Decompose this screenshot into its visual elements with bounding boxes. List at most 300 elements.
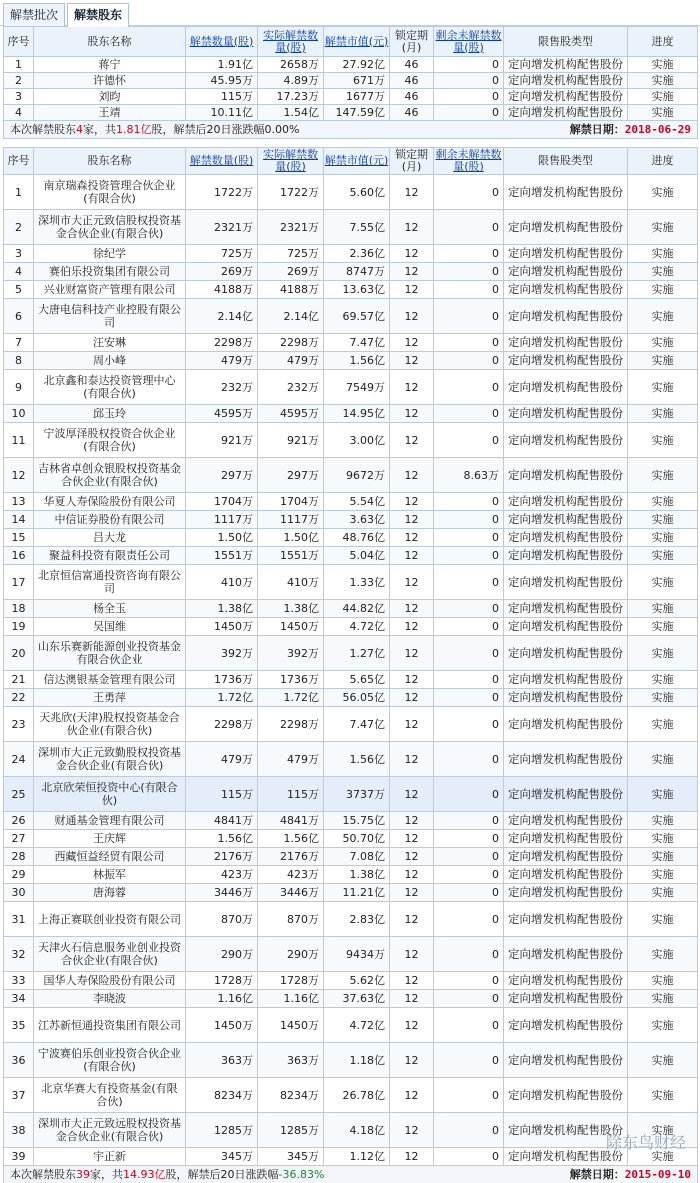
cell-remaining-locked: 0 <box>434 1043 504 1078</box>
cell-remaining-locked: 0 <box>434 990 504 1008</box>
cell-actual-unlock-quantity: 2321万 <box>258 210 324 245</box>
cell-holder-name: 李晓波 <box>34 990 186 1008</box>
cell-actual-unlock-quantity: 2.14亿 <box>258 299 324 334</box>
cell-unlock-market-value: 7.47亿 <box>324 334 390 352</box>
cell-actual-unlock-quantity: 1.54亿 <box>258 105 324 121</box>
unlock-table-2015 <box>3 147 698 1183</box>
cell-progress-status: 实施 <box>628 175 698 210</box>
cell-lock-period: 12 <box>390 263 434 281</box>
cell-row-index: 10 <box>4 405 34 423</box>
header-unlock-market-value[interactable]: 解禁市值(元) <box>324 27 390 57</box>
cell-remaining-locked: 0 <box>434 777 504 812</box>
cell-unlock-quantity: 921万 <box>186 423 258 458</box>
cell-row-index: 1 <box>4 175 34 210</box>
table-row <box>4 866 698 884</box>
cell-remaining-locked: 0 <box>434 245 504 263</box>
table-row <box>4 299 698 334</box>
cell-row-index: 21 <box>4 671 34 689</box>
cell-lock-period: 12 <box>390 1148 434 1166</box>
cell-actual-unlock-quantity: 290万 <box>258 937 324 972</box>
cell-progress-status: 实施 <box>628 1078 698 1113</box>
table-row <box>4 281 698 299</box>
cell-restricted-share-type: 定向增发机构配售股份 <box>504 89 628 105</box>
cell-progress-status: 实施 <box>628 89 698 105</box>
cell-restricted-share-type: 定向增发机构配售股份 <box>504 636 628 671</box>
cell-lock-period: 12 <box>390 830 434 848</box>
cell-unlock-market-value: 2.83亿 <box>324 902 390 937</box>
cell-lock-period: 12 <box>390 547 434 565</box>
cell-actual-unlock-quantity: 1551万 <box>258 547 324 565</box>
cell-row-index: 16 <box>4 547 34 565</box>
cell-actual-unlock-quantity: 392万 <box>258 636 324 671</box>
cell-lock-period: 12 <box>390 848 434 866</box>
cell-unlock-quantity: 1.50亿 <box>186 529 258 547</box>
cell-actual-unlock-quantity: 232万 <box>258 370 324 405</box>
footer-text: 股，解禁后20日涨跌幅 <box>151 123 265 136</box>
table-header-row <box>4 27 698 57</box>
table-footer <box>4 121 698 139</box>
cell-holder-name: 汪安琳 <box>34 334 186 352</box>
table-row <box>4 972 698 990</box>
cell-remaining-locked: 0 <box>434 565 504 600</box>
cell-lock-period: 12 <box>390 1008 434 1043</box>
cell-restricted-share-type: 定向增发机构配售股份 <box>504 493 628 511</box>
table-row <box>4 423 698 458</box>
cell-row-index: 3 <box>4 89 34 105</box>
cell-row-index: 32 <box>4 937 34 972</box>
table-row <box>4 105 698 121</box>
cell-progress-status: 实施 <box>628 405 698 423</box>
cell-remaining-locked: 0 <box>434 547 504 565</box>
cell-holder-name: 南京瑞森投资管理合伙企业(有限合伙) <box>34 175 186 210</box>
cell-unlock-market-value: 1.56亿 <box>324 352 390 370</box>
cell-lock-period: 12 <box>390 245 434 263</box>
cell-remaining-locked: 0 <box>434 281 504 299</box>
cell-unlock-quantity: 345万 <box>186 1148 258 1166</box>
table-row <box>4 707 698 742</box>
cell-actual-unlock-quantity: 725万 <box>258 245 324 263</box>
table-row <box>4 175 698 210</box>
header-actual-unlock-quantity[interactable]: 实际解禁数量(股) <box>258 27 324 57</box>
cell-row-index: 17 <box>4 565 34 600</box>
cell-unlock-market-value: 4.72亿 <box>324 1008 390 1043</box>
cell-restricted-share-type: 定向增发机构配售股份 <box>504 511 628 529</box>
cell-unlock-quantity: 1.16亿 <box>186 990 258 1008</box>
cell-remaining-locked: 0 <box>434 57 504 73</box>
cell-remaining-locked: 0 <box>434 105 504 121</box>
cell-holder-name: 华夏人寿保险股份有限公司 <box>34 493 186 511</box>
footer-text: 本次解禁股东 <box>10 123 76 136</box>
cell-progress-status: 实施 <box>628 105 698 121</box>
header-progress-status: 进度 <box>628 148 698 175</box>
unlock-date-value: 2015-09-10 <box>624 1168 691 1181</box>
table-row <box>4 812 698 830</box>
cell-remaining-locked: 0 <box>434 89 504 105</box>
cell-holder-name: 周小峰 <box>34 352 186 370</box>
cell-row-index: 5 <box>4 281 34 299</box>
cell-row-index: 1 <box>4 57 34 73</box>
cell-unlock-market-value: 37.63亿 <box>324 990 390 1008</box>
cell-actual-unlock-quantity: 17.23万 <box>258 89 324 105</box>
cell-lock-period: 12 <box>390 458 434 493</box>
cell-unlock-quantity: 232万 <box>186 370 258 405</box>
cell-holder-name: 刘昀 <box>34 89 186 105</box>
cell-progress-status: 实施 <box>628 493 698 511</box>
header-progress-status: 进度 <box>628 27 698 57</box>
cell-lock-period: 12 <box>390 405 434 423</box>
cell-holder-name: 财通基金管理有限公司 <box>34 812 186 830</box>
cell-holder-name: 北京恒信富通投资咨询有限公司 <box>34 565 186 600</box>
cell-actual-unlock-quantity: 1.56亿 <box>258 830 324 848</box>
cell-row-index: 23 <box>4 707 34 742</box>
cell-actual-unlock-quantity: 269万 <box>258 263 324 281</box>
cell-holder-name: 杨全玉 <box>34 600 186 618</box>
cell-holder-name: 王庆辉 <box>34 830 186 848</box>
cell-lock-period: 12 <box>390 352 434 370</box>
cell-holder-name: 天兆欣(天津)股权投资基金合伙企业(有限合伙) <box>34 707 186 742</box>
cell-unlock-quantity: 1285万 <box>186 1113 258 1148</box>
cell-unlock-market-value: 56.05亿 <box>324 689 390 707</box>
header-unlock-market-value[interactable]: 解禁市值(元) <box>324 148 390 175</box>
cell-row-index: 4 <box>4 263 34 281</box>
cell-actual-unlock-quantity: 4188万 <box>258 281 324 299</box>
cell-actual-unlock-quantity: 1117万 <box>258 511 324 529</box>
tab-shareholders[interactable]: 解禁股东 <box>67 3 129 27</box>
cell-actual-unlock-quantity: 921万 <box>258 423 324 458</box>
unlock-date-label: 解禁日期： <box>569 1168 625 1181</box>
cell-progress-status: 实施 <box>628 299 698 334</box>
cell-progress-status: 实施 <box>628 565 698 600</box>
cell-progress-status: 实施 <box>628 636 698 671</box>
cell-holder-name: 国华人寿保险股份有限公司 <box>34 972 186 990</box>
header-lock-period: 锁定期(月) <box>390 148 434 175</box>
cell-lock-period: 12 <box>390 990 434 1008</box>
watermark: 除东鸟财经 <box>605 1133 686 1152</box>
cell-remaining-locked: 0 <box>434 1113 504 1148</box>
cell-holder-name: 大唐电信科技产业控股有限公司 <box>34 299 186 334</box>
cell-holder-name: 北京鑫和泰达投资管理中心(有限合伙) <box>34 370 186 405</box>
cell-remaining-locked: 0 <box>434 636 504 671</box>
cell-unlock-market-value: 14.95亿 <box>324 405 390 423</box>
table-row <box>4 902 698 937</box>
header-actual-unlock-quantity[interactable]: 实际解禁数量(股) <box>258 148 324 175</box>
table-row <box>4 245 698 263</box>
cell-unlock-market-value: 5.54亿 <box>324 493 390 511</box>
cell-lock-period: 12 <box>390 777 434 812</box>
cell-restricted-share-type: 定向增发机构配售股份 <box>504 352 628 370</box>
cell-row-index: 36 <box>4 1043 34 1078</box>
table-row <box>4 89 698 105</box>
cell-unlock-market-value: 5.60亿 <box>324 175 390 210</box>
cell-progress-status: 实施 <box>628 547 698 565</box>
cell-row-index: 18 <box>4 600 34 618</box>
cell-unlock-market-value: 4.72亿 <box>324 618 390 636</box>
cell-actual-unlock-quantity: 1704万 <box>258 493 324 511</box>
cell-unlock-quantity: 392万 <box>186 636 258 671</box>
table-row <box>4 352 698 370</box>
cell-restricted-share-type: 定向增发机构配售股份 <box>504 423 628 458</box>
table-row <box>4 689 698 707</box>
cell-row-index: 14 <box>4 511 34 529</box>
cell-holder-name: 聚益科投资有限责任公司 <box>34 547 186 565</box>
cell-remaining-locked: 0 <box>434 263 504 281</box>
cell-progress-status: 实施 <box>628 707 698 742</box>
cell-unlock-quantity: 479万 <box>186 352 258 370</box>
cell-remaining-locked: 0 <box>434 848 504 866</box>
cell-unlock-quantity: 2298万 <box>186 334 258 352</box>
cell-restricted-share-type: 定向增发机构配售股份 <box>504 990 628 1008</box>
cell-progress-status: 实施 <box>628 812 698 830</box>
cell-unlock-quantity: 297万 <box>186 458 258 493</box>
cell-progress-status: 实施 <box>628 511 698 529</box>
cell-unlock-quantity: 1.72亿 <box>186 689 258 707</box>
cell-remaining-locked: 0 <box>434 707 504 742</box>
table-row <box>4 671 698 689</box>
cell-unlock-market-value: 1.33亿 <box>324 565 390 600</box>
cell-unlock-market-value: 9672万 <box>324 458 390 493</box>
cell-lock-period: 12 <box>390 299 434 334</box>
cell-restricted-share-type: 定向增发机构配售股份 <box>504 57 628 73</box>
header-unlock-quantity[interactable]: 解禁数量(股) <box>186 148 258 175</box>
cell-unlock-quantity: 4188万 <box>186 281 258 299</box>
table-row <box>4 1008 698 1043</box>
cell-row-index: 13 <box>4 493 34 511</box>
cell-lock-period: 12 <box>390 671 434 689</box>
cell-progress-status: 实施 <box>628 990 698 1008</box>
cell-progress-status: 实施 <box>628 972 698 990</box>
table-row <box>4 547 698 565</box>
cell-lock-period: 12 <box>390 175 434 210</box>
cell-remaining-locked: 0 <box>434 1008 504 1043</box>
cell-restricted-share-type: 定向增发机构配售股份 <box>504 281 628 299</box>
table-row <box>4 884 698 902</box>
unlock-date <box>570 123 691 136</box>
cell-holder-name: 江苏新恒通投资集团有限公司 <box>34 1008 186 1043</box>
cell-progress-status: 实施 <box>628 263 698 281</box>
cell-actual-unlock-quantity: 1.16亿 <box>258 990 324 1008</box>
cell-remaining-locked: 0 <box>434 600 504 618</box>
cell-restricted-share-type: 定向增发机构配售股份 <box>504 742 628 777</box>
cell-actual-unlock-quantity: 479万 <box>258 742 324 777</box>
cell-progress-status: 实施 <box>628 334 698 352</box>
cell-row-index: 15 <box>4 529 34 547</box>
cell-remaining-locked: 0 <box>434 370 504 405</box>
cell-lock-period: 46 <box>390 73 434 89</box>
table-row <box>4 937 698 972</box>
cell-progress-status: 实施 <box>628 830 698 848</box>
cell-holder-name: 中信证券股份有限公司 <box>34 511 186 529</box>
cell-remaining-locked: 0 <box>434 689 504 707</box>
cell-remaining-locked: 0 <box>434 334 504 352</box>
cell-lock-period: 12 <box>390 281 434 299</box>
cell-remaining-locked: 0 <box>434 902 504 937</box>
cell-actual-unlock-quantity: 297万 <box>258 458 324 493</box>
cell-unlock-market-value: 26.78亿 <box>324 1078 390 1113</box>
table-row <box>4 511 698 529</box>
cell-restricted-share-type: 定向增发机构配售股份 <box>504 600 628 618</box>
cell-unlock-market-value: 1.27亿 <box>324 636 390 671</box>
cell-lock-period: 46 <box>390 89 434 105</box>
cell-restricted-share-type: 定向增发机构配售股份 <box>504 902 628 937</box>
cell-restricted-share-type: 定向增发机构配售股份 <box>504 1113 628 1148</box>
cell-unlock-quantity: 1.38亿 <box>186 600 258 618</box>
cell-restricted-share-type: 定向增发机构配售股份 <box>504 618 628 636</box>
cell-lock-period: 12 <box>390 370 434 405</box>
cell-unlock-quantity: 1.91亿 <box>186 57 258 73</box>
cell-unlock-market-value: 4.18亿 <box>324 1113 390 1148</box>
cell-row-index: 24 <box>4 742 34 777</box>
cell-unlock-market-value: 7.55亿 <box>324 210 390 245</box>
change-pct: -36.83% <box>278 1168 325 1181</box>
cell-progress-status: 实施 <box>628 848 698 866</box>
cell-restricted-share-type: 定向增发机构配售股份 <box>504 210 628 245</box>
table-row <box>4 990 698 1008</box>
cell-holder-name: 宁波赛伯乐创业投资合伙企业(有限合伙) <box>34 1043 186 1078</box>
cell-lock-period: 12 <box>390 866 434 884</box>
cell-restricted-share-type: 定向增发机构配售股份 <box>504 105 628 121</box>
cell-remaining-locked: 0 <box>434 210 504 245</box>
table-row <box>4 405 698 423</box>
cell-row-index: 39 <box>4 1148 34 1166</box>
cell-progress-status: 实施 <box>628 529 698 547</box>
cell-lock-period: 46 <box>390 57 434 73</box>
cell-restricted-share-type: 定向增发机构配售股份 <box>504 689 628 707</box>
cell-remaining-locked: 0 <box>434 972 504 990</box>
table-row <box>4 600 698 618</box>
cell-actual-unlock-quantity: 1450万 <box>258 618 324 636</box>
table-row <box>4 777 698 812</box>
cell-unlock-market-value: 44.82亿 <box>324 600 390 618</box>
cell-unlock-market-value: 3.63亿 <box>324 511 390 529</box>
cell-unlock-quantity: 1117万 <box>186 511 258 529</box>
table-row <box>4 1078 698 1113</box>
cell-unlock-quantity: 2321万 <box>186 210 258 245</box>
cell-unlock-quantity: 363万 <box>186 1043 258 1078</box>
cell-lock-period: 12 <box>390 618 434 636</box>
cell-unlock-market-value: 2.36亿 <box>324 245 390 263</box>
cell-actual-unlock-quantity: 345万 <box>258 1148 324 1166</box>
cell-lock-period: 12 <box>390 636 434 671</box>
footer-text: 本次解禁股东 <box>10 1168 76 1181</box>
cell-restricted-share-type: 定向增发机构配售股份 <box>504 830 628 848</box>
header-lock-period: 锁定期(月) <box>390 27 434 57</box>
cell-unlock-market-value: 5.65亿 <box>324 671 390 689</box>
cell-unlock-market-value: 1.12亿 <box>324 1148 390 1166</box>
cell-unlock-market-value: 7.47亿 <box>324 707 390 742</box>
footer-text: 股，解禁后20日涨跌幅 <box>165 1168 279 1181</box>
cell-unlock-market-value: 3.00亿 <box>324 423 390 458</box>
table-row <box>4 334 698 352</box>
table-row <box>4 1043 698 1078</box>
header-remaining-locked[interactable]: 剩余未解禁数量(股) <box>435 148 502 173</box>
cell-unlock-quantity: 1551万 <box>186 547 258 565</box>
cell-progress-status: 实施 <box>628 902 698 937</box>
footer-text: 家，共 <box>83 123 116 136</box>
cell-progress-status: 实施 <box>628 884 698 902</box>
cell-unlock-quantity: 479万 <box>186 742 258 777</box>
cell-row-index: 3 <box>4 245 34 263</box>
table-row <box>4 210 698 245</box>
cell-actual-unlock-quantity: 2298万 <box>258 334 324 352</box>
cell-lock-period: 12 <box>390 742 434 777</box>
cell-unlock-market-value: 8747万 <box>324 263 390 281</box>
cell-unlock-market-value: 1.56亿 <box>324 742 390 777</box>
cell-unlock-market-value: 48.76亿 <box>324 529 390 547</box>
unlock-date <box>570 1168 691 1181</box>
cell-row-index: 11 <box>4 423 34 458</box>
cell-holder-name: 信达澳银基金管理有限公司 <box>34 671 186 689</box>
cell-actual-unlock-quantity: 2298万 <box>258 707 324 742</box>
cell-unlock-quantity: 1450万 <box>186 618 258 636</box>
header-row-index: 序号 <box>4 148 34 175</box>
cell-holder-name: 天津火石信息服务业创业投资合伙企业(有限合伙) <box>34 937 186 972</box>
header-holder-name: 股东名称 <box>34 148 186 175</box>
cell-row-index: 30 <box>4 884 34 902</box>
cell-unlock-quantity: 410万 <box>186 565 258 600</box>
cell-progress-status: 实施 <box>628 671 698 689</box>
cell-progress-status: 实施 <box>628 281 698 299</box>
cell-unlock-quantity: 8234万 <box>186 1078 258 1113</box>
cell-holder-name: 徐纪学 <box>34 245 186 263</box>
cell-row-index: 22 <box>4 689 34 707</box>
cell-lock-period: 12 <box>390 689 434 707</box>
cell-restricted-share-type: 定向增发机构配售股份 <box>504 848 628 866</box>
cell-remaining-locked: 0 <box>434 830 504 848</box>
cell-remaining-locked: 0 <box>434 671 504 689</box>
cell-lock-period: 12 <box>390 334 434 352</box>
cell-actual-unlock-quantity: 1.72亿 <box>258 689 324 707</box>
cell-actual-unlock-quantity: 410万 <box>258 565 324 600</box>
cell-unlock-market-value: 671万 <box>324 73 390 89</box>
cell-lock-period: 12 <box>390 493 434 511</box>
table-row <box>4 493 698 511</box>
cell-unlock-quantity: 115万 <box>186 777 258 812</box>
cell-restricted-share-type: 定向增发机构配售股份 <box>504 263 628 281</box>
cell-row-index: 25 <box>4 777 34 812</box>
header-restricted-share-type: 限售股类型 <box>504 148 628 175</box>
cell-holder-name: 深圳市大正元致勤股权投资基金合伙企业(有限合伙) <box>34 742 186 777</box>
cell-unlock-quantity: 2.14亿 <box>186 299 258 334</box>
cell-row-index: 34 <box>4 990 34 1008</box>
table-row <box>4 263 698 281</box>
cell-remaining-locked: 0 <box>434 405 504 423</box>
cell-unlock-market-value: 9434万 <box>324 937 390 972</box>
cell-lock-period: 12 <box>390 972 434 990</box>
cell-progress-status: 实施 <box>628 57 698 73</box>
cell-remaining-locked: 0 <box>434 73 504 89</box>
cell-remaining-locked: 0 <box>434 812 504 830</box>
cell-holder-name: 邱玉玲 <box>34 405 186 423</box>
cell-restricted-share-type: 定向增发机构配售股份 <box>504 334 628 352</box>
cell-restricted-share-type: 定向增发机构配售股份 <box>504 547 628 565</box>
cell-unlock-quantity: 10.11亿 <box>186 105 258 121</box>
table-row <box>4 618 698 636</box>
header-unlock-quantity[interactable]: 解禁数量(股) <box>186 27 258 57</box>
cell-unlock-quantity: 4841万 <box>186 812 258 830</box>
holder-count: 4 <box>76 123 83 136</box>
total-shares: 14.93亿 <box>123 1168 166 1181</box>
header-remaining-locked[interactable]: 剩余未解禁数量(股) <box>434 27 504 57</box>
cell-unlock-quantity: 1450万 <box>186 1008 258 1043</box>
cell-remaining-locked: 0 <box>434 175 504 210</box>
tab-batches[interactable]: 解禁批次 <box>3 3 65 26</box>
cell-restricted-share-type: 定向增发机构配售股份 <box>504 707 628 742</box>
cell-actual-unlock-quantity: 363万 <box>258 1043 324 1078</box>
cell-unlock-quantity: 4595万 <box>186 405 258 423</box>
cell-unlock-market-value: 13.63亿 <box>324 281 390 299</box>
cell-progress-status: 实施 <box>628 689 698 707</box>
cell-remaining-locked: 0 <box>434 352 504 370</box>
